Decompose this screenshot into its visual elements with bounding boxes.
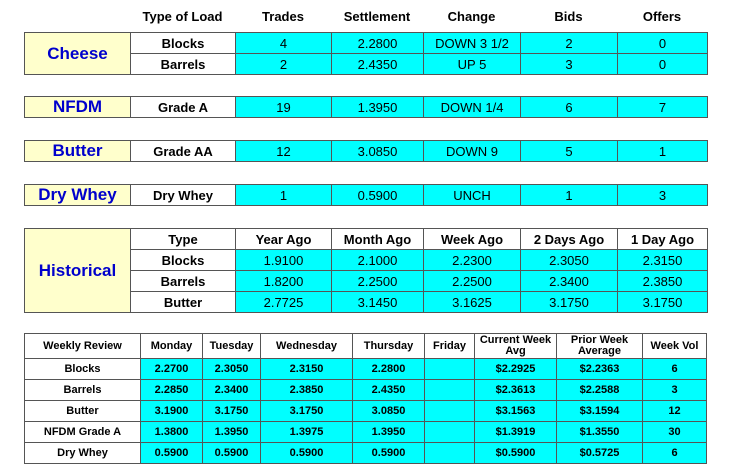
change-cell: DOWN 3 1/2 [424, 33, 521, 54]
bids-cell: 2 [521, 33, 618, 54]
weekly-value [425, 380, 475, 401]
weekly-value: 30 [643, 422, 707, 443]
historical-header-row [25, 229, 708, 250]
weekly-value: 2.4350 [353, 380, 425, 401]
weekly-value: $0.5725 [557, 443, 643, 464]
weekly-value [425, 401, 475, 422]
table-row [25, 401, 707, 422]
header-offers: Offers [642, 9, 682, 24]
weekly-value: 2.3050 [203, 359, 261, 380]
weekly-value: 1.3950 [353, 422, 425, 443]
weekly-value: 12 [643, 401, 707, 422]
load-type: Grade AA [131, 141, 236, 162]
load-type: Grade A [131, 97, 236, 118]
historical-value: 2.3150 [618, 250, 708, 271]
weekly-value [425, 422, 475, 443]
bids-cell: 3 [521, 54, 618, 75]
weekly-row-label: Butter [25, 401, 141, 422]
historical-value: 3.1750 [521, 292, 618, 313]
historical-value: 2.2300 [424, 250, 521, 271]
weekly-value: $2.2925 [475, 359, 557, 380]
historical-value: 3.1450 [332, 292, 424, 313]
header-trades: Trades [262, 9, 304, 24]
weekly-value: $0.5900 [475, 443, 557, 464]
weekly-value: 6 [643, 443, 707, 464]
change-cell: UNCH [424, 185, 521, 206]
weekly-value: 2.2700 [141, 359, 203, 380]
historical-value: 3.1750 [618, 292, 708, 313]
settlement-cell: 1.3950 [332, 97, 424, 118]
weekly-row-label: Blocks [25, 359, 141, 380]
load-type: Blocks [131, 33, 236, 54]
offers-cell: 0 [618, 54, 708, 75]
weekly-value: 2.3400 [203, 380, 261, 401]
historical-header: Type [131, 229, 236, 250]
weekly-value: 3.1900 [141, 401, 203, 422]
header-type-of-load: Type of Load [142, 9, 223, 24]
historical-value: 3.1625 [424, 292, 521, 313]
table-row [25, 185, 708, 206]
weekly-value: 0.5900 [353, 443, 425, 464]
historical-value: 2.2500 [424, 271, 521, 292]
trades-cell: 12 [236, 141, 332, 162]
historical-value: 1.8200 [236, 271, 332, 292]
weekly-header: Thursday [353, 334, 425, 359]
change-cell: DOWN 1/4 [424, 97, 521, 118]
table-row [25, 97, 708, 118]
trades-cell: 4 [236, 33, 332, 54]
weekly-header-row [25, 334, 707, 359]
weekly-value: $2.2363 [557, 359, 643, 380]
table-row [25, 141, 708, 162]
weekly-value [425, 443, 475, 464]
settlement-cell: 3.0850 [332, 141, 424, 162]
weekly-value: 1.3950 [203, 422, 261, 443]
load-type: Dry Whey [131, 185, 236, 206]
load-type: Barrels [131, 54, 236, 75]
trades-cell: 19 [236, 97, 332, 118]
header-bids: Bids [554, 9, 583, 24]
historical-value: 2.1000 [332, 250, 424, 271]
dry-whey-label: Dry Whey [25, 185, 131, 206]
weekly-value: 3.1750 [203, 401, 261, 422]
header-settlement: Settlement [343, 9, 411, 24]
weekly-value: 3 [643, 380, 707, 401]
weekly-header: Wednesday [261, 334, 353, 359]
weekly-header: Friday [425, 334, 475, 359]
weekly-value: $3.1563 [475, 401, 557, 422]
weekly-value: 1.3800 [141, 422, 203, 443]
weekly-review-table [24, 333, 707, 464]
weekly-header: Monday [141, 334, 203, 359]
weekly-header: Prior Week Average [557, 334, 643, 359]
historical-value: 2.2500 [332, 271, 424, 292]
weekly-row-label: Barrels [25, 380, 141, 401]
weekly-row-label: NFDM Grade A [25, 422, 141, 443]
weekly-value [425, 359, 475, 380]
weekly-value: $1.3550 [557, 422, 643, 443]
historical-header: Week Ago [424, 229, 521, 250]
weekly-header: Tuesday [203, 334, 261, 359]
weekly-header: Current Week Avg [475, 334, 557, 359]
historical-value: 2.7725 [236, 292, 332, 313]
settlement-cell: 2.2800 [332, 33, 424, 54]
historical-value: 2.3850 [618, 271, 708, 292]
historical-label: Historical [25, 229, 131, 313]
offers-cell: 7 [618, 97, 708, 118]
historical-type: Blocks [131, 250, 236, 271]
bids-cell: 1 [521, 185, 618, 206]
bids-cell: 5 [521, 141, 618, 162]
weekly-value: 0.5900 [141, 443, 203, 464]
settlement-cell: 0.5900 [332, 185, 424, 206]
historical-value: 1.9100 [236, 250, 332, 271]
trades-cell: 2 [236, 54, 332, 75]
weekly-row-label: Dry Whey [25, 443, 141, 464]
historical-header: 1 Day Ago [618, 229, 708, 250]
historical-header: Year Ago [236, 229, 332, 250]
weekly-value: 2.2850 [141, 380, 203, 401]
trades-cell: 1 [236, 185, 332, 206]
change-cell: DOWN 9 [424, 141, 521, 162]
weekly-value: 2.3150 [261, 359, 353, 380]
weekly-value: 0.5900 [203, 443, 261, 464]
dry-whey-table [24, 184, 708, 206]
weekly-value: 3.0850 [353, 401, 425, 422]
table-row [25, 380, 707, 401]
bids-cell: 6 [521, 97, 618, 118]
settlement-cell: 2.4350 [332, 54, 424, 75]
weekly-header: Weekly Review [25, 334, 141, 359]
table-row [25, 443, 707, 464]
weekly-value: $2.3613 [475, 380, 557, 401]
cheese-table [24, 32, 708, 75]
historical-type: Barrels [131, 271, 236, 292]
historical-type: Butter [131, 292, 236, 313]
offers-cell: 1 [618, 141, 708, 162]
historical-value: 2.3400 [521, 271, 618, 292]
cheese-label: Cheese [25, 33, 131, 75]
nfdm-label: NFDM [25, 97, 131, 118]
table-row [25, 359, 707, 380]
historical-header: Month Ago [332, 229, 424, 250]
weekly-value: $2.2588 [557, 380, 643, 401]
weekly-value: 6 [643, 359, 707, 380]
weekly-value: 2.3850 [261, 380, 353, 401]
butter-table [24, 140, 708, 162]
weekly-value: 0.5900 [261, 443, 353, 464]
offers-cell: 0 [618, 33, 708, 54]
table-row [25, 422, 707, 443]
historical-value: 2.3050 [521, 250, 618, 271]
offers-cell: 3 [618, 185, 708, 206]
weekly-header: Week Vol [643, 334, 707, 359]
change-cell: UP 5 [424, 54, 521, 75]
nfdm-table [24, 96, 708, 118]
historical-table [24, 228, 708, 313]
weekly-value: 1.3975 [261, 422, 353, 443]
weekly-value: 2.2800 [353, 359, 425, 380]
weekly-value: $3.1594 [557, 401, 643, 422]
butter-label: Butter [25, 141, 131, 162]
weekly-value: $1.3919 [475, 422, 557, 443]
header-change: Change [447, 9, 496, 24]
weekly-value: 3.1750 [261, 401, 353, 422]
table-row [25, 33, 708, 54]
historical-header: 2 Days Ago [521, 229, 618, 250]
